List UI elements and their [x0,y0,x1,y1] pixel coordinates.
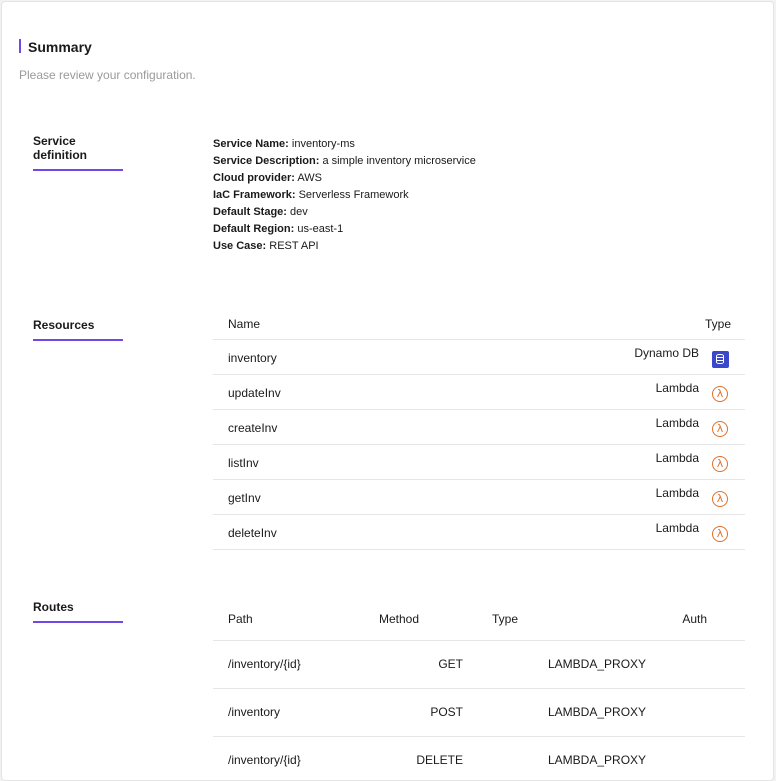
resource-type: Lambda [655,416,699,430]
resource-name: inventory [228,351,277,365]
field-key: Use Case: [213,240,267,252]
field-value: Serverless Framework [298,189,409,201]
route-path: /inventory/{id} [228,657,301,671]
service-field [213,238,476,255]
column-header-path: Path [228,612,253,626]
table-row [213,689,745,737]
resource-type: Lambda [655,381,699,395]
column-header-name: Name [228,317,261,331]
lambda-icon: λ [712,421,730,439]
lambda-icon: λ [712,526,730,544]
field-key: Cloud provider: [213,172,295,184]
field-key: Default Region: [213,223,295,235]
route-path: /inventory [228,705,281,719]
route-method: DELETE [416,753,463,767]
resources-table [213,310,745,550]
resource-type: Lambda [655,486,699,500]
field-value: REST API [269,240,319,252]
field-key: IaC Framework: [213,189,296,201]
routes-table [213,599,745,781]
service-field [213,187,476,204]
service-field [213,153,476,170]
field-value: AWS [297,172,322,184]
resource-name: deleteInv [228,526,277,540]
resource-name: listInv [228,456,259,470]
table-row [213,375,745,410]
lambda-icon: λ [712,491,730,509]
column-header-method: Method [379,612,420,626]
route-method: GET [438,657,463,671]
field-value: a simple inventory microservice [322,155,476,167]
field-value: us-east-1 [297,223,344,235]
section-label-routes: Routes [33,600,123,623]
route-method: POST [430,705,463,719]
service-definition-list [213,136,476,255]
column-header-auth: Auth [682,612,707,626]
section-label-resources: Resources [33,318,123,341]
service-field [213,136,476,153]
resource-type: Lambda [655,521,699,535]
field-key: Service Description: [213,155,320,167]
resource-name: updateInv [228,386,281,400]
table-row [213,737,745,781]
table-row [213,515,745,550]
table-row [213,480,745,515]
resources-table-header [213,310,745,340]
field-value: inventory-ms [291,138,355,150]
route-type: LAMBDA_PROXY [548,657,647,671]
resource-type: Dynamo DB [634,346,699,360]
page-subtitle: Please review your configuration. [19,68,196,82]
resource-type: Lambda [655,451,699,465]
table-row [213,340,745,375]
title-accent-bar [19,39,21,53]
table-row [213,445,745,480]
table-row [213,410,745,445]
lambda-icon: λ [712,386,730,404]
service-field [213,204,476,221]
route-path: /inventory/{id} [228,753,301,767]
section-label-service-definition: Service definition [33,134,123,171]
routes-table-header [213,599,745,641]
table-row [213,641,745,689]
column-header-type: Type [492,612,519,626]
field-value: dev [290,206,308,218]
route-type: LAMBDA_PROXY [548,705,647,719]
field-key: Service Name: [213,138,289,150]
lambda-icon: λ [712,456,730,474]
route-type: LAMBDA_PROXY [548,753,647,767]
resource-name: getInv [228,491,261,505]
field-key: Default Stage: [213,206,287,218]
service-field [213,221,476,238]
resource-name: createInv [228,421,278,435]
summary-card [1,1,774,781]
service-field [213,170,476,187]
column-header-type: Type [704,317,731,331]
page-title: Summary [28,39,92,55]
dynamodb-icon [712,351,730,369]
